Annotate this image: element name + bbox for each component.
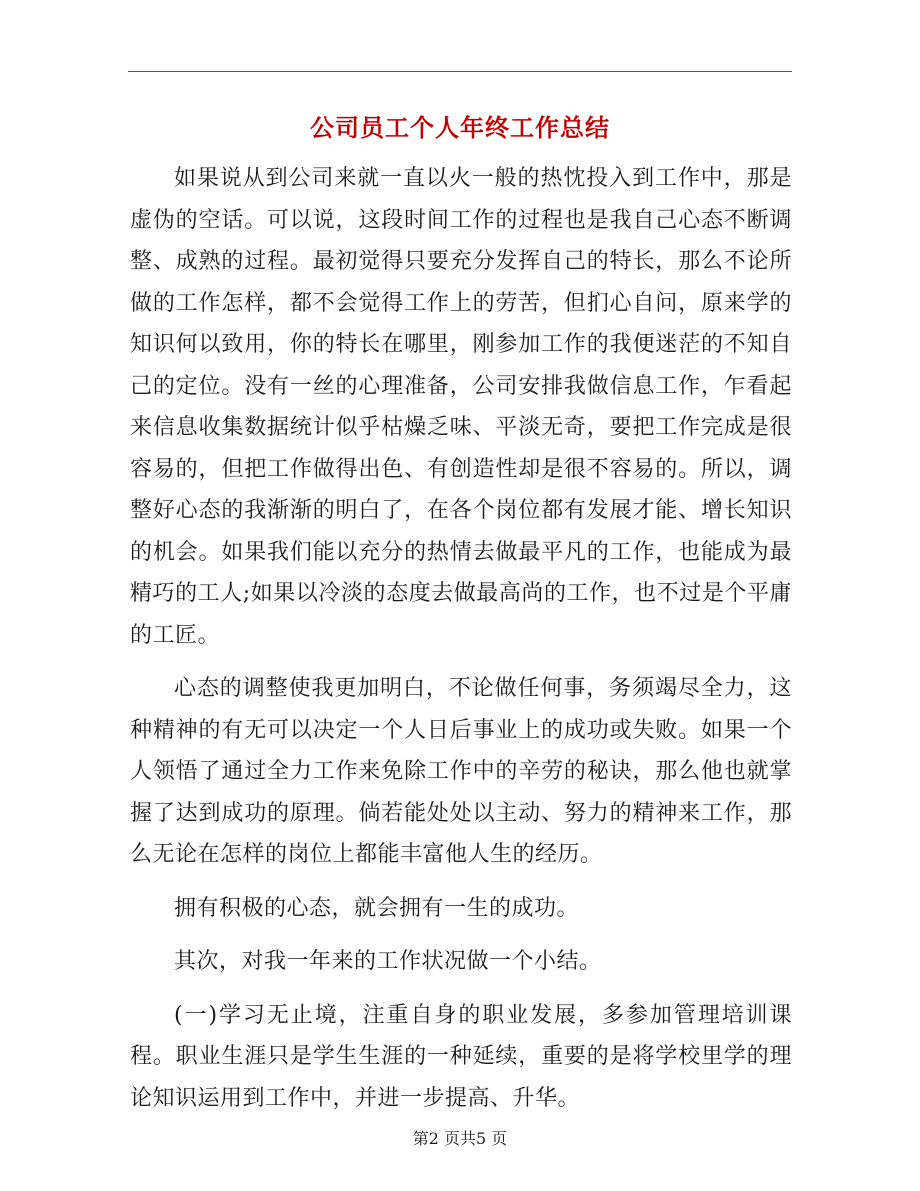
document-title: 公司员工个人年终工作总结 [310,114,610,142]
paragraph-4: 其次，对我一年来的工作状况做一个小结。 [174,949,602,974]
document-body [130,158,792,1131]
page-number-footer: 第2 页共5 页 [412,1129,508,1148]
paragraph-5: (一)学习无止境，注重自身的职业发展，多参加管理培训课程。职业生涯只是学生生涯的一种延续，重要的是将学校里学的理论知识运用到工作中，并进一步提高、升华。 [130,1002,792,1111]
paragraph-2: 心态的调整使我更加明白，不论做任何事，务须竭尽全力，这种精神的有无可以决定一个人日后事业上的成功或失败。如果一个人领悟了通过全力工作来免除工作中的辛劳的秘诀，那么他也就掌握了达到成功的原理。倘若能处处以主动、努力的精神来工作，那么无论在怎样的岗位上都能丰富他人生的经历。 [130,676,792,867]
paragraph-1: 如果说从到公司来就一直以火一般的热忱投入到工作中，那是虚伪的空话。可以说，这段时间工作的过程也是我自己心态不断调整、成熟的过程。最初觉得只要充分发挥自己的特长，那么不论所做的工作怎样，都不会觉得工作上的劳苦，但扪心自问，原来学的知识何以致用，你的特长在哪里，刚参加工作的我便迷茫的不知自己的定位。没有一丝的心理准备，公司安排我做信息工作，乍看起来信息收集数据统计似乎枯燥乏味、平淡无奇，要把工作完成是很容易的，但把工作做得出色、有创造性却是很不容易的。所以，调整好心态的我渐渐的明白了，在各个岗位都有发展才能、增长知识的机会。如果我们能以充分的热情去做最平凡的工作，也能成为最精巧的工人;如果以冷淡的态度去做最高尚的工作，也不过是个平庸的工匠。 [130,166,792,648]
paragraph-3: 拥有积极的心态，就会拥有一生的成功。 [174,895,580,921]
header-rule [128,71,792,72]
